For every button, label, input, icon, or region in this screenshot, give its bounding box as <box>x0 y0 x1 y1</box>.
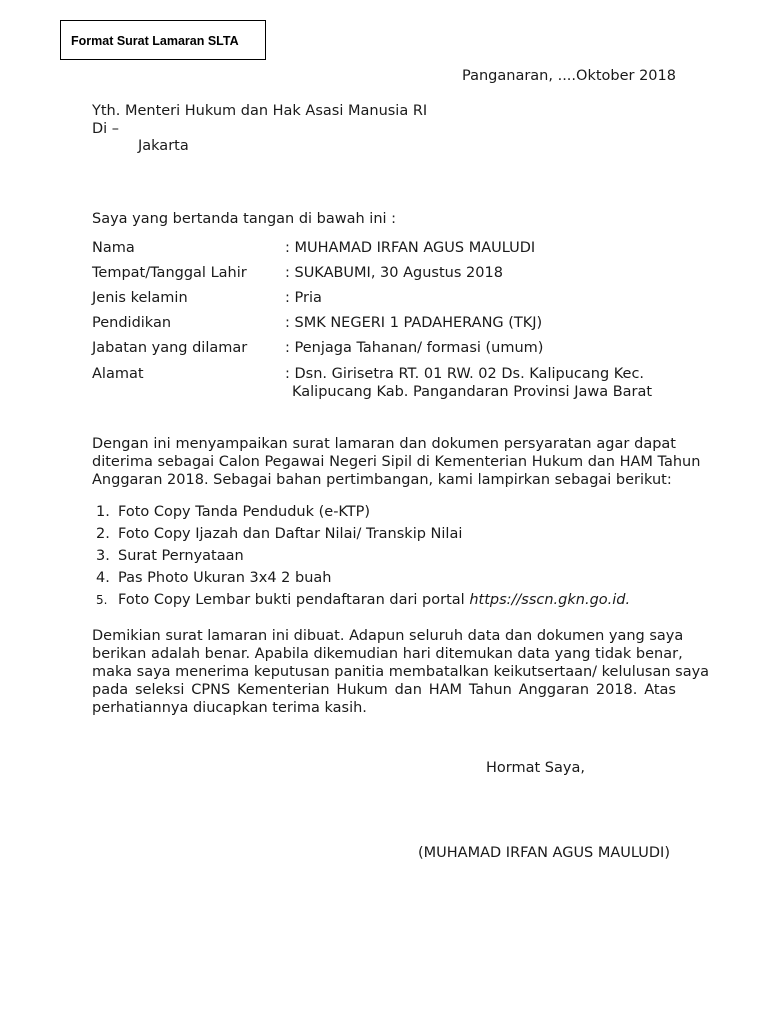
paragraph-line: Demikian surat lamaran ini dibuat. Adapun seluruh data dan dokumen yang saya <box>92 628 684 644</box>
list-text: Foto Copy Ijazah dan Daftar Nilai/ Transkip Nilai <box>118 526 463 542</box>
list-item <box>96 524 630 546</box>
address-continuation: Kalipucang Kab. Pangandaran Provinsi Jawa Barat <box>292 384 653 400</box>
list-item <box>96 590 630 612</box>
recipient-city: Jakarta <box>138 138 189 154</box>
list-text: Pas Photo Ukuran 3x4 2 buah <box>118 570 332 586</box>
recipient-line-1: Yth. Menteri Hukum dan Hak Asasi Manusia RI <box>92 103 428 119</box>
signature-name: (MUHAMAD IRFAN AGUS MAULUDI) <box>418 845 670 861</box>
list-number: 5. <box>96 593 108 607</box>
paragraph-line: Dengan ini menyampaikan surat lamaran dan dokumen persyaratan agar dapat <box>92 436 676 452</box>
list-number: 4. <box>96 570 110 586</box>
list-number: 3. <box>96 548 110 564</box>
field-value: : SMK NEGERI 1 PADAHERANG (TKJ) <box>285 315 543 331</box>
body-paragraph-2 <box>92 627 710 717</box>
list-item <box>96 546 630 568</box>
list-text: Surat Pernyataan <box>118 548 244 564</box>
field-label: Jabatan yang dilamar <box>92 340 248 356</box>
paragraph-line: maka saya menerima keputusan panitia membatalkan keikutsertaan/ kelulusan saya <box>92 664 710 680</box>
field-label: Pendidikan <box>92 315 172 331</box>
field-value: : Penjaga Tahanan/ formasi (umum) <box>285 340 544 356</box>
field-value: : Dsn. Girisetra RT. 01 RW. 02 Ds. Kalipucang Kec. <box>285 366 645 382</box>
field-label: Tempat/Tanggal Lahir <box>92 265 247 281</box>
list-text: Foto Copy Lembar bukti pendaftaran dari portal <box>118 592 470 608</box>
field-label: Alamat <box>92 366 144 382</box>
field-label: Nama <box>92 240 135 256</box>
field-label: Jenis kelamin <box>92 290 188 306</box>
list-number: 1. <box>96 504 110 520</box>
paragraph-line: Anggaran 2018. Sebagai bahan pertimbangan, kami lampirkan sebagai berikut: <box>92 472 672 488</box>
paragraph-line: pada seleksi CPNS Kementerian Hukum dan HAM Tahun Anggaran 2018. Atas <box>92 682 676 698</box>
closing-salutation: Hormat Saya, <box>486 760 585 776</box>
list-number: 2. <box>96 526 110 542</box>
list-text: Foto Copy Tanda Penduduk (e-KTP) <box>118 504 371 520</box>
portal-link[interactable]: https://sscn.gkn.go.id. <box>469 592 631 608</box>
recipient-line-2: Di – <box>92 121 120 137</box>
list-item <box>96 568 630 590</box>
intro-statement: Saya yang bertanda tangan di bawah ini : <box>92 211 397 227</box>
document-title-box <box>60 20 266 60</box>
attachment-list <box>96 502 630 612</box>
field-value: : MUHAMAD IRFAN AGUS MAULUDI <box>285 240 536 256</box>
paragraph-line: perhatiannya diucapkan terima kasih. <box>92 700 367 716</box>
document-title: Format Surat Lamaran SLTA <box>71 34 239 48</box>
list-item <box>96 502 630 524</box>
paragraph-line: diterima sebagai Calon Pegawai Negeri Sipil di Kementerian Hukum dan HAM Tahun <box>92 454 701 470</box>
body-paragraph-1 <box>92 435 701 489</box>
field-value: : SUKABUMI, 30 Agustus 2018 <box>285 265 503 281</box>
place-date: Panganaran, ....Oktober 2018 <box>462 68 676 84</box>
paragraph-line: berikan adalah benar. Apabila dikemudian hari ditemukan data yang tidak benar, <box>92 646 683 662</box>
field-value: : Pria <box>285 290 322 306</box>
